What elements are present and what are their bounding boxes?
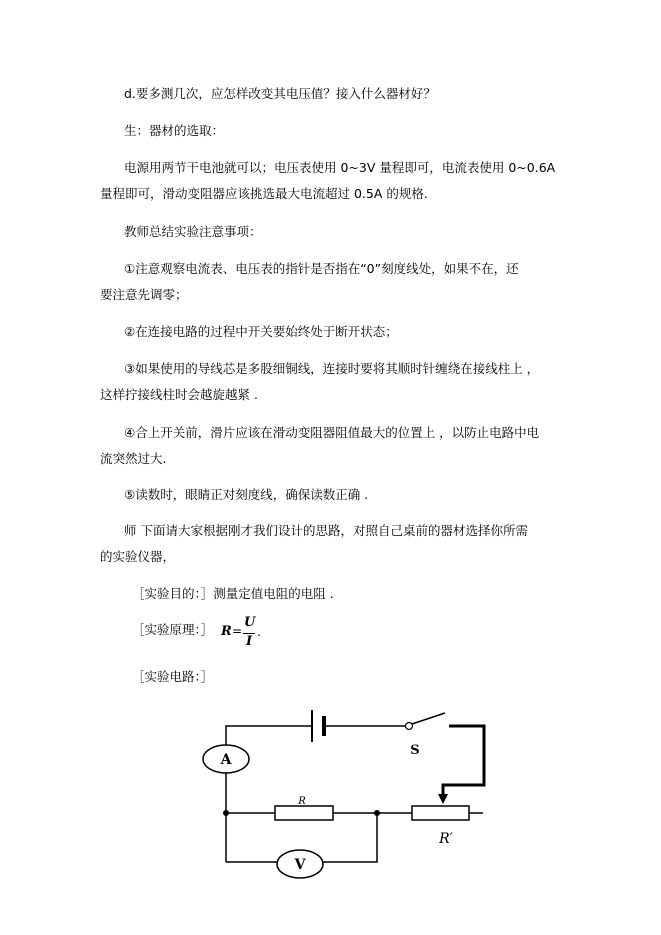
- text-line-5: 教师总结实验注意事项：: [124, 224, 262, 239]
- junction-dot-right: [374, 810, 380, 816]
- text-line-2: 生：器材的选取：: [124, 123, 225, 138]
- voltmeter-icon: [277, 850, 323, 878]
- ammeter-label: A: [220, 752, 232, 768]
- rheostat-slider-arrow-icon: [438, 794, 448, 804]
- voltmeter-label: V: [294, 857, 306, 873]
- resistor-label: R: [298, 796, 306, 807]
- rheostat-label: R′: [439, 831, 453, 847]
- text-line-9: ③如果使用的导线芯是多股细铜线，连接时要将其顺时针缠绕在接线柱上 ，: [124, 361, 540, 376]
- formula-period: .: [257, 625, 261, 639]
- rheostat-icon: [412, 806, 469, 820]
- battery-icon: [312, 710, 324, 742]
- text-line-16: ［实验目的：］测量定值电阻的电阻 .: [132, 586, 334, 601]
- text-line-14: 师 下面请大家根据刚才我们设计的思路，对照自己桌前的器材选择你所需: [124, 523, 528, 538]
- formula-denominator: I: [246, 634, 253, 649]
- text-line-4: 量程即可，滑动变阻器应该挑选最大电流超过 0.5A 的规格.: [100, 186, 428, 201]
- text-line-6: ①注意观察电流表、电压表的指针是否指在“0”刻度线处，如果不在，还: [124, 261, 519, 276]
- formula-lhs: R: [221, 624, 232, 639]
- switch-label: S: [410, 743, 420, 758]
- junction-dot-left: [223, 810, 229, 816]
- text-line-13: ⑤读数时，眼睛正对刻度线，确保读数正确 .: [124, 487, 369, 502]
- text-line-7: 要注意先调零；: [100, 287, 188, 302]
- text-line-11: ④合上开关前，滑片应该在滑动变阻器阻值最大的位置上 ，以防止电路中电: [124, 425, 540, 440]
- ammeter-icon: [203, 745, 249, 773]
- resistor-icon: [275, 806, 333, 820]
- text-line-15: 的实验仪器，: [100, 549, 176, 564]
- text-line-3: 电源用两节干电池就可以；电压表使用 0~3V 量程即可，电流表使用 0~0.6A: [124, 160, 556, 175]
- text-line-18: ［实验电路：］: [132, 669, 214, 684]
- text-line-8: ②在连接电路的过程中开关要始终处于断开状态；: [124, 324, 398, 339]
- formula-equals: =: [232, 624, 243, 638]
- text-line-10: 这样拧接线柱时会越旋越紧 .: [100, 387, 258, 402]
- formula-numerator: U: [244, 615, 256, 630]
- text-line-1: d.要多测几次，应怎样改变其电压值？接入什么器材好？: [124, 86, 436, 101]
- text-line-12: 流突然过大.: [100, 451, 167, 466]
- text-line-17: ［实验原理：］: [132, 622, 214, 637]
